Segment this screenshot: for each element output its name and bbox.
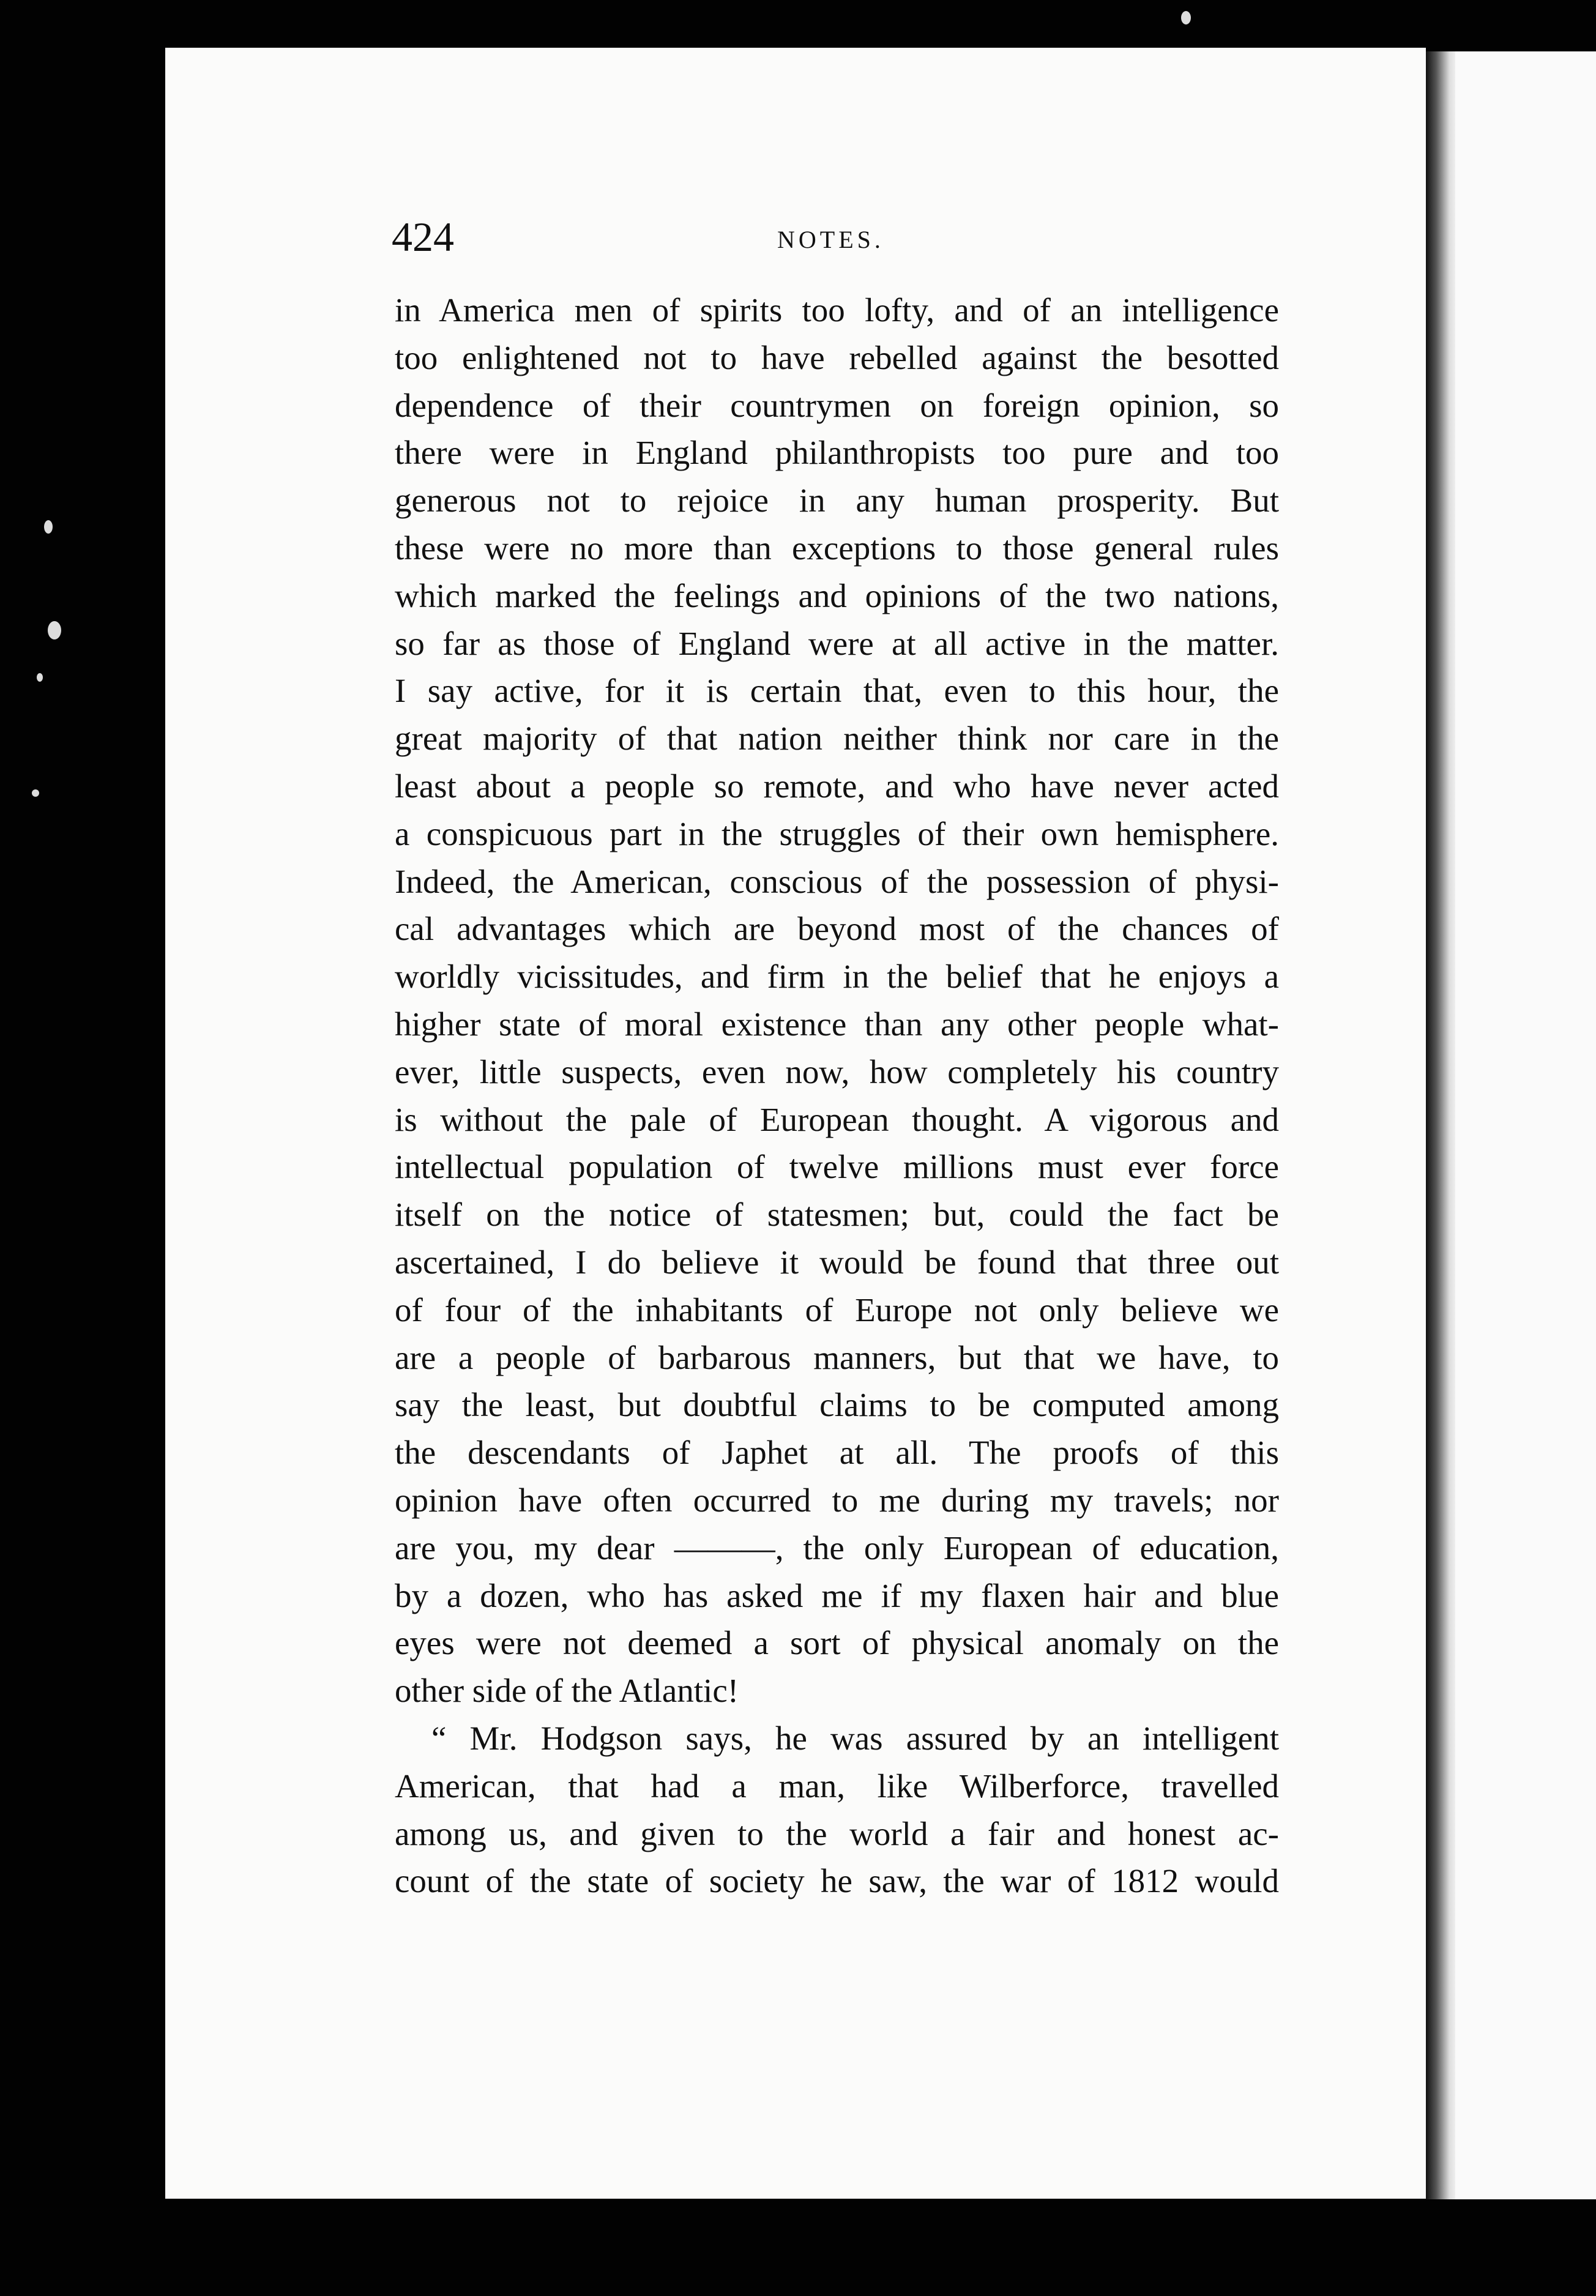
dust-speck	[1181, 11, 1191, 24]
text-line: a conspicuous part in the struggles of their own hemisphere.	[395, 814, 1279, 852]
text-line: opinion have often occurred to me during my travels; nor	[395, 1481, 1279, 1519]
text-line: ascertained, I do believe it would be found that three out	[395, 1243, 1279, 1281]
text-line: which marked the feelings and opinions of the two nations,	[395, 576, 1279, 614]
text-line: count of the state of society he saw, the war of 1812 would	[395, 1862, 1279, 1900]
text-line: in America men of spirits too lofty, and of an intelligence	[395, 291, 1279, 329]
text-line: by a dozen, who has asked me if my flaxen hair and blue	[395, 1576, 1279, 1614]
text-line: other side of the Atlantic!	[395, 1672, 739, 1710]
page-header	[392, 209, 1279, 270]
text-line: generous not to rejoice in any human prosperity. But	[395, 482, 1279, 520]
body-text	[395, 286, 1279, 1905]
text-line: the descendants of Japhet at all. The proofs of this	[395, 1434, 1279, 1472]
text-line: cal advantages which are beyond most of the chances of	[395, 910, 1279, 948]
text-line: great majority of that nation neither think nor care in the	[395, 720, 1279, 758]
text-line: Indeed, the American, conscious of the possession of physi-	[395, 862, 1279, 900]
text-line: “ Mr. Hodgson says, he was assured by an intelligent	[431, 1719, 1279, 1757]
text-line: are you, my dear ———, the only European of education,	[395, 1529, 1279, 1567]
text-line: I say active, for it is certain that, even to this hour, the	[395, 672, 1279, 710]
text-line: these were no more than exceptions to those general rules	[395, 529, 1279, 567]
facing-page-edge	[1426, 51, 1455, 2199]
text-line: ever, little suspects, even now, how completely his country	[395, 1053, 1279, 1090]
text-line: is without the pale of European thought. A vigorous and	[395, 1100, 1279, 1138]
text-line: itself on the notice of statesmen; but, could the fact be	[395, 1196, 1279, 1234]
page-number: 424	[392, 214, 454, 260]
text-line: least about a people so remote, and who have never acted	[395, 767, 1279, 805]
dust-speck	[37, 673, 43, 682]
text-line: eyes were not deemed a sort of physical anomaly on the	[395, 1624, 1279, 1662]
running-head: NOTES.	[777, 226, 884, 253]
text-line: so far as those of England were at all active in the matter.	[395, 624, 1279, 662]
dust-speck	[44, 520, 53, 534]
text-line: dependence of their countrymen on foreign opinion, so	[395, 386, 1279, 424]
text-line: say the least, but doubtful claims to be computed among	[395, 1386, 1279, 1424]
dust-speck	[32, 789, 39, 797]
text-line: are a people of barbarous manners, but that we have, to	[395, 1338, 1279, 1376]
text-line: intellectual population of twelve millions must ever force	[395, 1148, 1279, 1186]
text-line: of four of the inhabitants of Europe not only believe we	[395, 1291, 1279, 1329]
text-line: among us, and given to the world a fair and honest ac-	[395, 1814, 1279, 1852]
dust-speck	[48, 621, 61, 639]
text-line: there were in England philanthropists too pure and too	[395, 434, 1279, 472]
facing-page	[1455, 51, 1596, 2199]
text-line: too enlightened not to have rebelled against the besotted	[395, 338, 1279, 376]
text-line: American, that had a man, like Wilberforce, travelled	[395, 1767, 1279, 1805]
text-line: higher state of moral existence than any other people what-	[395, 1005, 1279, 1043]
text-line: worldly vicissitudes, and firm in the belief that he enjoys a	[395, 958, 1279, 996]
